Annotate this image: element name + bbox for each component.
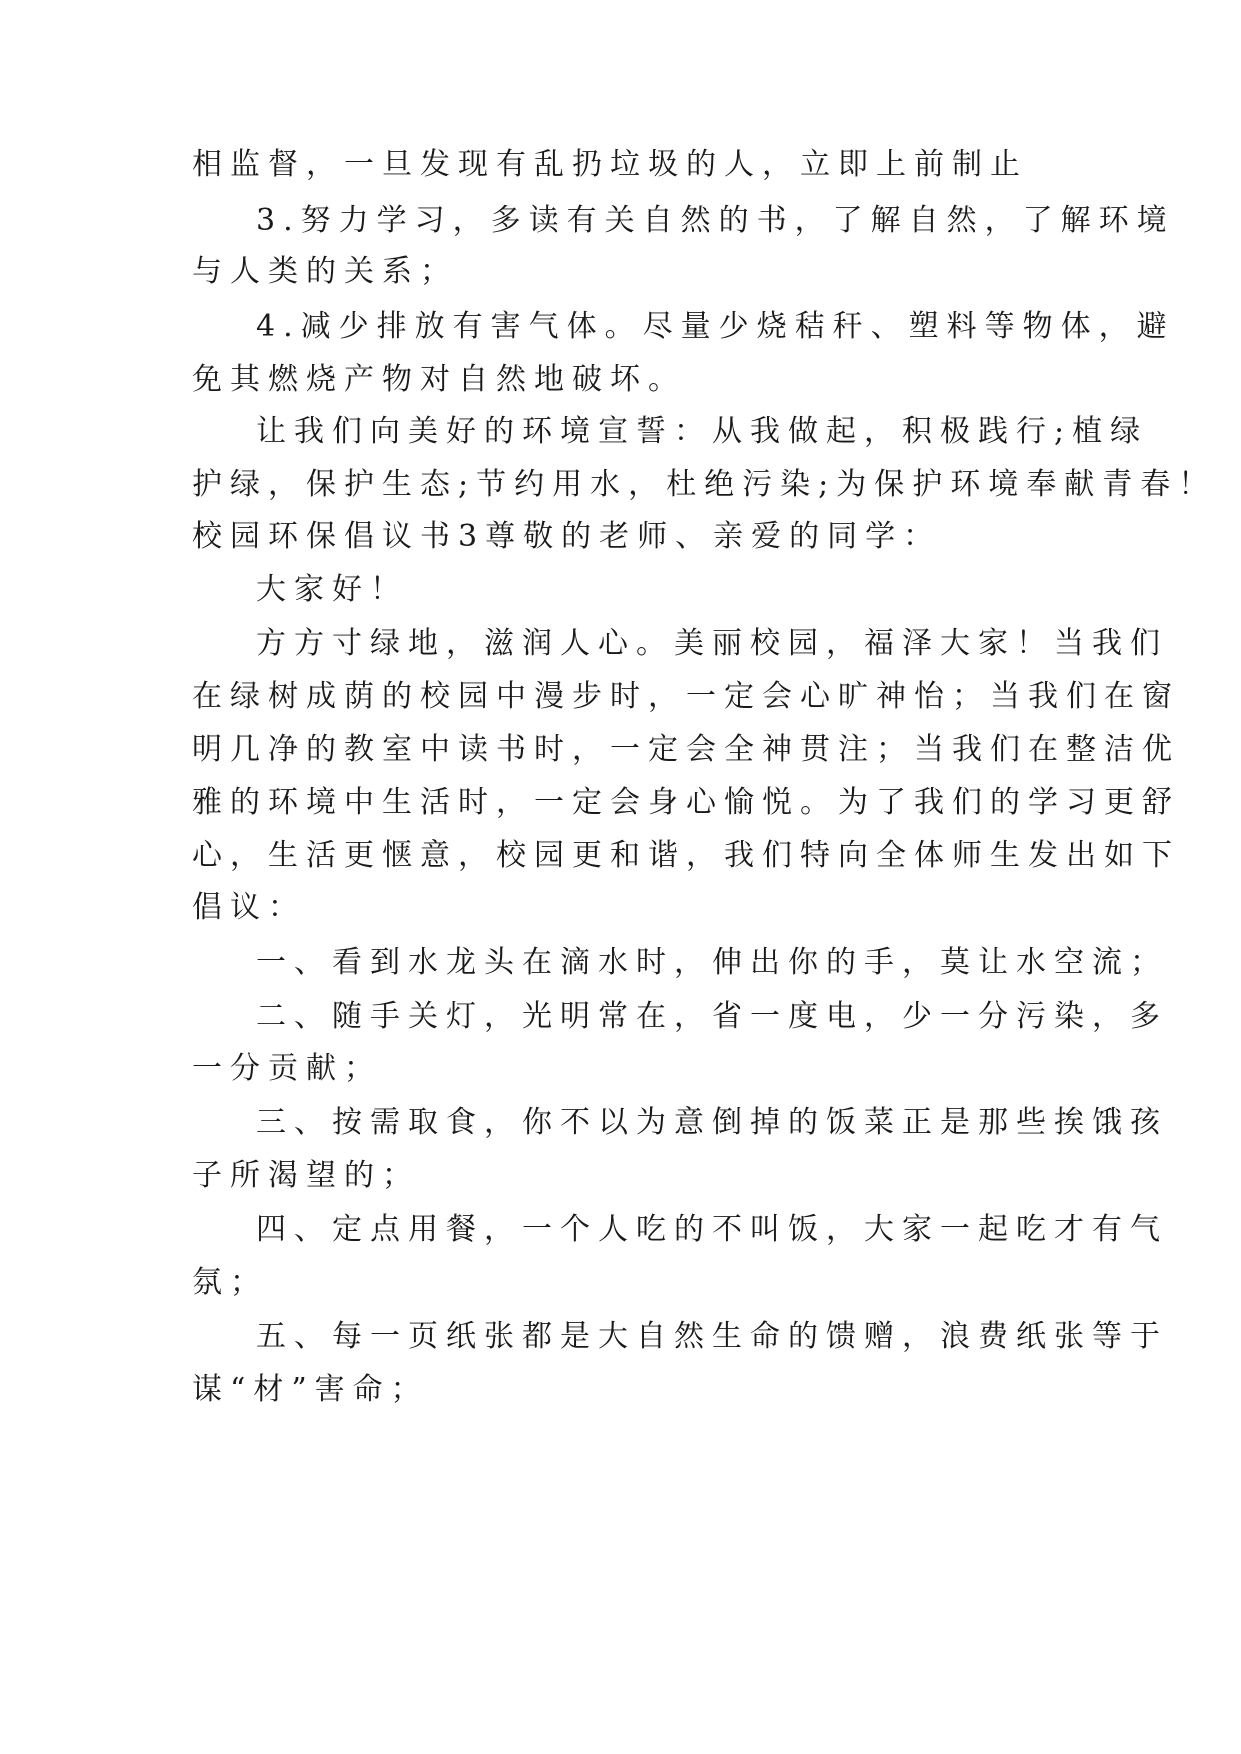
text-line: 免其燃烧产物对自然地破坏。 [192, 362, 686, 397]
text-line: 大家好！ [256, 572, 408, 607]
text-line: 五、每一页纸张都是大自然生命的馈赠，浪费纸张等于 [256, 1319, 1168, 1354]
text-line: 相监督，一旦发现有乱扔垃圾的人，立即上前制止 [192, 147, 1028, 182]
text-line: 明几净的教室中读书时，一定会全神贯注；当我们在整洁优 [192, 732, 1180, 767]
text-line: 二、随手关灯，光明常在，省一度电，少一分污染，多 [256, 999, 1168, 1034]
text-line: 4.减少排放有害气体。尽量少烧秸秆、塑料等物体，避 [256, 309, 1175, 344]
text-line: 3.努力学习，多读有关自然的书，了解自然，了解环境 [256, 203, 1175, 238]
text-line: 三、按需取食，你不以为意倒掉的饭菜正是那些挨饿孩 [256, 1105, 1168, 1140]
text-line: 让我们向美好的环境宣誓：从我做起，积极践行;植绿 [256, 414, 1149, 449]
text-line: 护绿，保护生态;节约用水，杜绝污染;为保护环境奉献青春！ [192, 467, 1217, 502]
text-line: 一、看到水龙头在滴水时，伸出你的手，莫让水空流； [256, 945, 1168, 980]
text-line: 雅的环境中生活时，一定会身心愉悦。为了我们的学习更舒 [192, 785, 1180, 820]
text-line: 倡议： [192, 890, 306, 925]
text-line: 一分贡献； [192, 1051, 382, 1086]
text-line: 方方寸绿地，滋润人心。美丽校园，福泽大家！当我们 [256, 626, 1168, 661]
text-line: 谋“材”害命； [192, 1372, 429, 1407]
text-line: 在绿树成荫的校园中漫步时，一定会心旷神怡；当我们在窗 [192, 679, 1180, 714]
text-line: 校园环保倡议书3尊敬的老师、亲爱的同学： [192, 519, 942, 554]
text-line: 心，生活更惬意，校园更和谐，我们特向全体师生发出如下 [192, 838, 1180, 873]
text-line: 氛； [192, 1265, 268, 1300]
text-line: 与人类的关系； [192, 254, 458, 289]
text-line: 子所渴望的； [192, 1158, 420, 1193]
text-line: 四、定点用餐，一个人吃的不叫饭，大家一起吃才有气 [256, 1212, 1168, 1247]
